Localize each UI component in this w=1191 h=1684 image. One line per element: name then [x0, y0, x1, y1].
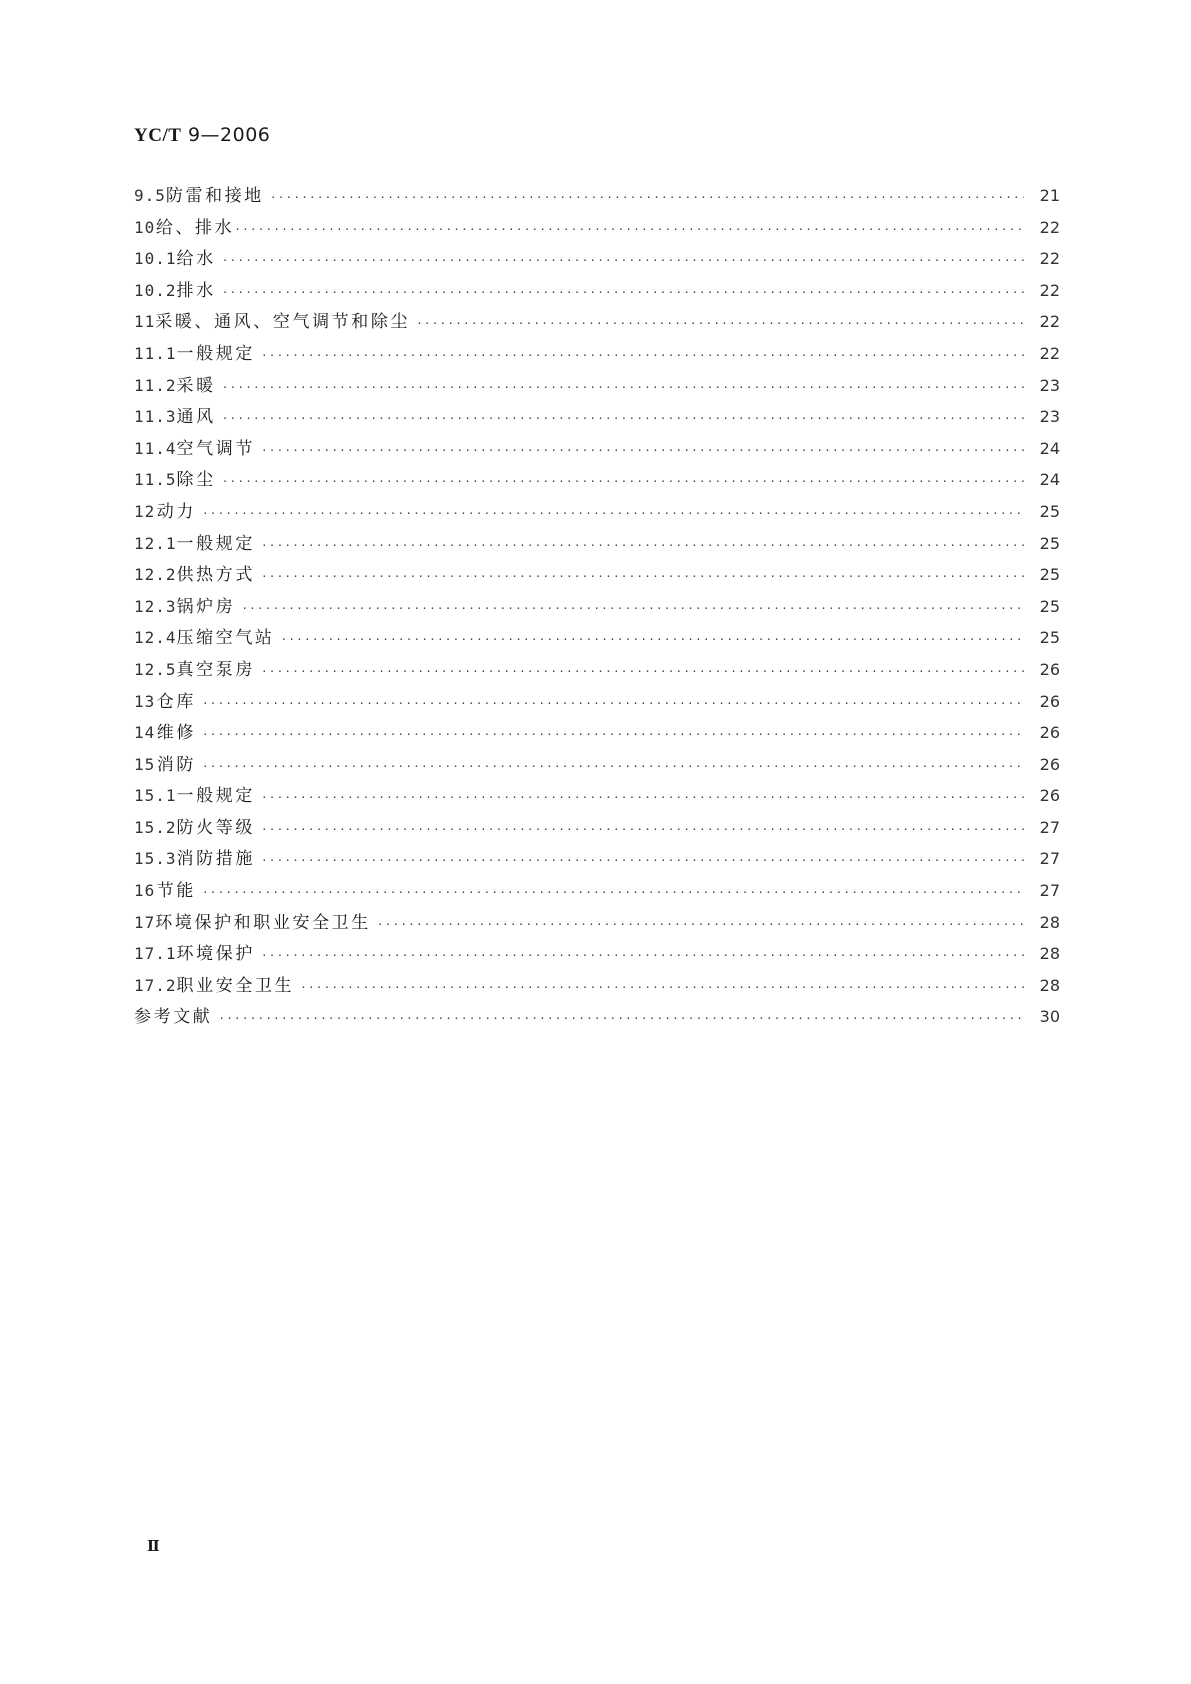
- toc-leader-dots: [202, 877, 1024, 909]
- toc-entry-number: 14: [134, 723, 156, 743]
- toc-entry[interactable]: [134, 180, 1060, 212]
- toc-entry-page: 22: [1039, 249, 1060, 269]
- toc-entry-number: 12: [134, 501, 156, 521]
- toc-entry-title: 供热方式: [176, 565, 255, 586]
- toc-entry[interactable]: [134, 970, 1060, 1002]
- toc-entry-page: 28: [1039, 912, 1060, 932]
- toc-entry[interactable]: [134, 654, 1060, 686]
- toc-entry[interactable]: [134, 370, 1060, 402]
- toc-entry-number: 12.3: [134, 596, 177, 616]
- toc-entry[interactable]: [134, 338, 1060, 370]
- page-number: Ⅱ: [147, 1537, 160, 1555]
- toc-entry-number: 11: [134, 312, 156, 332]
- toc-entry-page: 25: [1039, 628, 1060, 648]
- toc-leader-dots: [261, 340, 1024, 372]
- toc-entry-number: 16: [134, 881, 156, 901]
- toc-entry[interactable]: [134, 591, 1060, 623]
- toc-entry-title: 给、排水: [155, 217, 235, 238]
- toc-entry-title: 职业安全卫生: [176, 975, 295, 996]
- toc-entry-page: 28: [1039, 944, 1060, 964]
- toc-entry[interactable]: [134, 275, 1060, 307]
- toc-leader-dots: [261, 782, 1024, 814]
- toc-entry-page: 27: [1039, 817, 1060, 837]
- toc-entry-page: 25: [1039, 565, 1060, 585]
- document-code-prefix: YC/T: [134, 125, 182, 146]
- toc-leader-dots: [261, 435, 1024, 467]
- toc-entry[interactable]: [134, 433, 1060, 465]
- toc-entry-title: 一般规定: [176, 533, 255, 554]
- toc-entry-page: 26: [1039, 723, 1060, 743]
- toc-entry-title: 防火等级: [176, 817, 255, 838]
- toc-leader-dots: [241, 593, 1024, 625]
- toc-entry-number: 9.5: [134, 186, 166, 205]
- toc-entry-number: 10.1: [134, 249, 177, 269]
- toc-entry-number: 15.3: [134, 849, 177, 869]
- toc-entry-title: 仓库: [156, 691, 196, 712]
- toc-entry-page: 22: [1039, 280, 1060, 300]
- toc-entry-page: 23: [1039, 407, 1060, 427]
- toc-entry-title: 消防: [156, 754, 196, 775]
- toc-entry-title: 锅炉房: [176, 596, 236, 617]
- toc-entry-page: 27: [1039, 849, 1060, 869]
- toc-entry-title: 动力: [156, 501, 196, 522]
- toc-entry[interactable]: [134, 212, 1060, 244]
- toc-entry-page: 26: [1039, 786, 1060, 806]
- toc-entry[interactable]: [134, 938, 1060, 970]
- toc-entry-page: 30: [1039, 1007, 1060, 1027]
- toc-entry[interactable]: [134, 464, 1060, 496]
- toc-entry-title: 维修: [156, 723, 196, 744]
- toc-leader-dots: [202, 688, 1024, 720]
- toc-entry-page: 24: [1039, 438, 1060, 458]
- toc-entry-title: 消防措施: [176, 849, 255, 870]
- toc-entry-page: 22: [1039, 312, 1060, 332]
- toc-entry[interactable]: [134, 401, 1060, 433]
- toc-entry-number: 15: [134, 754, 156, 774]
- toc-entry[interactable]: [134, 843, 1060, 875]
- toc-entry-page: 23: [1039, 375, 1060, 395]
- toc-leader-dots: [202, 719, 1024, 751]
- toc-leader-dots: [261, 814, 1024, 846]
- toc-entry-number: 12.2: [134, 565, 177, 585]
- toc-entry-number: 11.1: [134, 343, 177, 363]
- toc-entry-number: 10.2: [134, 280, 177, 300]
- toc-leader-dots: [222, 466, 1024, 498]
- toc-entry-number: 15.1: [134, 786, 177, 806]
- toc-leader-dots: [261, 530, 1024, 562]
- toc-entry-page: 24: [1039, 470, 1060, 490]
- toc-entry-number: 15.2: [134, 817, 177, 837]
- toc-entry[interactable]: [134, 243, 1060, 275]
- toc-entry[interactable]: [134, 875, 1060, 907]
- toc-leader-dots: [377, 909, 1024, 941]
- toc-entry[interactable]: [134, 622, 1060, 654]
- toc-entry-title: 通风: [176, 407, 216, 428]
- toc-entry[interactable]: [134, 717, 1060, 749]
- toc-entry-number: 10: [134, 217, 156, 237]
- toc-entry-title: 真空泵房: [176, 659, 255, 680]
- toc-leader-dots: [218, 1003, 1024, 1035]
- toc-entry-number: 12.5: [134, 659, 177, 679]
- toc-entry-title: 防雷和接地: [165, 186, 264, 206]
- toc-leader-dots: [281, 624, 1024, 656]
- toc-entry-number: 12.4: [134, 628, 177, 648]
- toc-leader-dots: [222, 245, 1024, 277]
- toc-entry-number: 11.5: [134, 470, 177, 490]
- toc-leader-dots: [222, 372, 1024, 404]
- toc-entry[interactable]: [134, 812, 1060, 844]
- toc-leader-dots: [416, 308, 1024, 340]
- toc-leader-dots: [222, 277, 1024, 309]
- toc-entry[interactable]: [134, 686, 1060, 718]
- toc-entry-number: 17.2: [134, 975, 177, 995]
- toc-entry-page: 26: [1039, 691, 1060, 711]
- toc-leader-dots: [202, 751, 1024, 783]
- toc-leader-dots: [261, 656, 1024, 688]
- toc-entry-title: 参考文献: [134, 1007, 213, 1028]
- toc-entry-page: 28: [1039, 975, 1060, 995]
- toc-entry-page: 25: [1039, 596, 1060, 616]
- toc-entry-title: 空气调节: [176, 438, 255, 459]
- toc-entry-page: 27: [1039, 881, 1060, 901]
- toc-entry-number: 11.2: [134, 375, 177, 395]
- toc-entry-page: 26: [1039, 659, 1060, 679]
- document-code-suffix: 9—2006: [187, 124, 271, 146]
- toc-entry[interactable]: [134, 1001, 1060, 1033]
- toc-entry-page: 21: [1039, 186, 1060, 205]
- toc-entry-title: 环境保护和职业安全卫生: [155, 912, 371, 933]
- toc-entry-page: 22: [1039, 343, 1060, 363]
- toc-entry-title: 节能: [156, 881, 196, 902]
- toc-entry-number: 17.1: [134, 944, 177, 964]
- toc-entry[interactable]: [134, 528, 1060, 560]
- toc-entry-title: 采暖、通风、空气调节和除尘: [155, 312, 411, 333]
- toc-entry-page: 22: [1039, 217, 1060, 237]
- toc-leader-dots: [202, 498, 1024, 530]
- toc-leader-dots: [261, 561, 1024, 593]
- toc-entry-title: 压缩空气站: [176, 628, 275, 649]
- table-of-contents: [134, 180, 1060, 1033]
- toc-entry-title: 一般规定: [176, 786, 255, 807]
- toc-entry-number: 11.4: [134, 438, 177, 458]
- toc-leader-dots: [234, 214, 1024, 246]
- toc-entry-page: 25: [1039, 501, 1060, 521]
- toc-entry-number: 11.3: [134, 407, 177, 427]
- toc-entry[interactable]: [134, 907, 1060, 939]
- toc-entry-number: 17: [134, 912, 156, 932]
- toc-entry[interactable]: [134, 780, 1060, 812]
- toc-entry-title: 给水: [176, 249, 216, 270]
- toc-leader-dots: [222, 403, 1024, 435]
- toc-entry[interactable]: [134, 749, 1060, 781]
- toc-entry-number: 12.1: [134, 533, 177, 553]
- toc-leader-dots: [261, 845, 1024, 877]
- toc-leader-dots: [270, 182, 1024, 214]
- toc-entry-title: 一般规定: [176, 343, 255, 364]
- toc-entry[interactable]: [134, 496, 1060, 528]
- toc-leader-dots: [261, 940, 1024, 972]
- toc-entry-title: 采暖: [176, 375, 216, 396]
- toc-entry-page: 25: [1039, 533, 1060, 553]
- toc-entry-title: 排水: [176, 280, 216, 301]
- toc-entry-number: 13: [134, 691, 156, 711]
- toc-entry-page: 26: [1039, 754, 1060, 774]
- toc-entry[interactable]: [134, 559, 1060, 591]
- toc-entry[interactable]: [134, 306, 1060, 338]
- toc-entry-title: 除尘: [176, 470, 216, 491]
- toc-leader-dots: [300, 972, 1024, 1004]
- toc-entry-title: 环境保护: [176, 944, 255, 965]
- document-code: [134, 124, 270, 147]
